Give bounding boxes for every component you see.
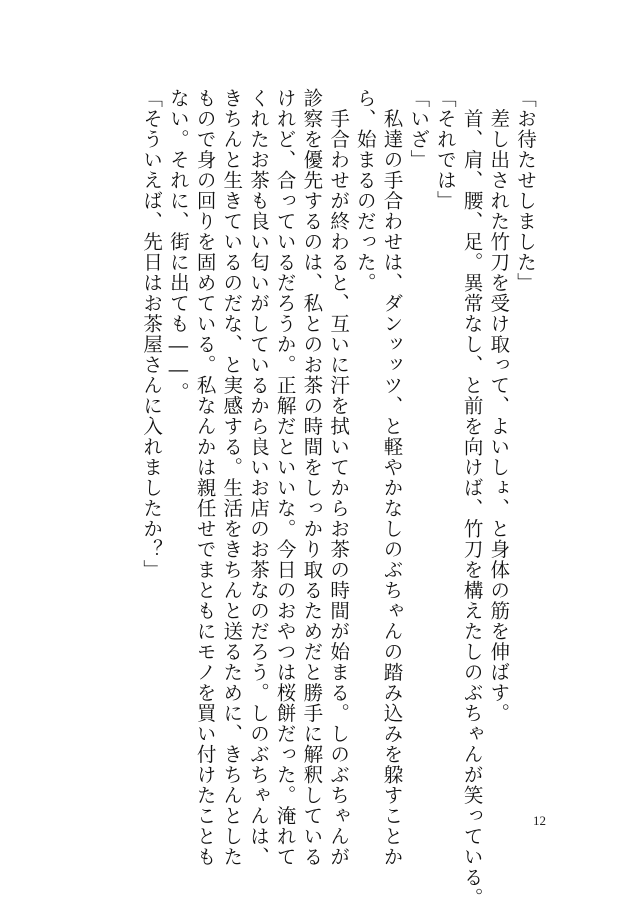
- text-line-7: ら、始まるのだった。: [353, 88, 377, 293]
- vertical-text-body: [137, 88, 538, 908]
- text-line-1: 「お待たせしました」: [514, 88, 537, 293]
- text-line-14: ない。それに、街に出ても――。: [166, 88, 190, 403]
- page-number: 12: [533, 813, 546, 828]
- text-line-5: 「いざ」: [407, 88, 431, 170]
- text-line-15: 「そういえば、先日はお茶屋さんに入れましたか？」: [140, 88, 164, 580]
- text-line-11: くれたお茶も良い匂いがしているから良いお店のお茶なのだろう。しのぶちゃんは、: [246, 88, 270, 867]
- text-line-10: けれど、合っているだろうか。正解だといいな。今日のおやつは桜餅だった。淹れて: [273, 88, 297, 867]
- text-line-6: 私達の手合わせは、ダンッッツ、と軽やかなしのぶちゃんの踏み込みを躱すことか: [380, 88, 404, 867]
- text-line-4: 「それでは」: [433, 88, 457, 211]
- text-line-9: 診察を優先するのは、私とのお茶の時間をしっかり取るためだと勝手に解釈している: [300, 88, 324, 867]
- text-line-12: きちんと生きているのだな、と実感する。生活をきちんと送るために、きちんとした: [220, 88, 244, 867]
- text-line-3: 首、肩、腰、足。異常なし、と前を向けば、竹刀を構えたしのぶちゃんが笑っている。: [460, 88, 484, 908]
- text-line-8: 手合わせが終わると、互いに汗を拭いてからお茶の時間が始まる。しのぶちゃんが: [327, 88, 351, 867]
- text-line-2: 差し出された竹刀を受け取って、よいしょ、と身体の筋を伸ばす。: [487, 88, 511, 724]
- text-line-13: もので身の回りを固めている。私なんかは親任せでまともにモノを買い付けたことも: [193, 88, 217, 867]
